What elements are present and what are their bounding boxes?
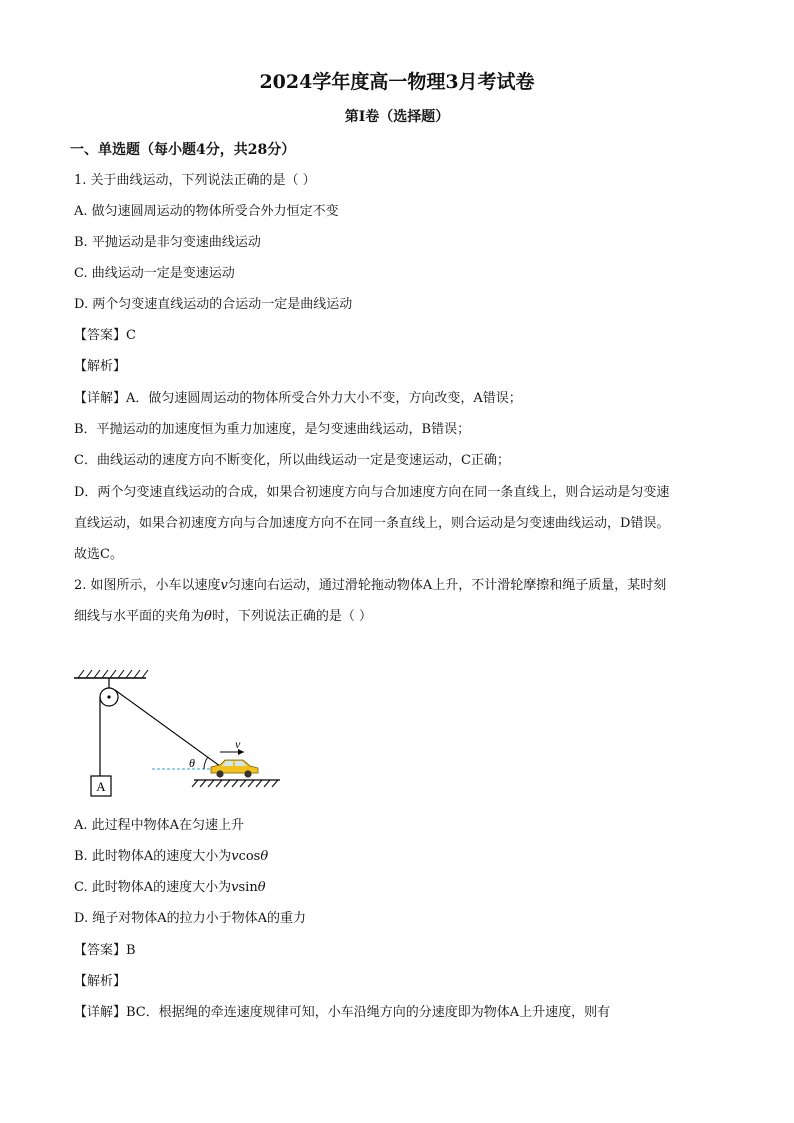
q2-option-d: D. 绳子对物体A的拉力小于物体A的重力	[74, 911, 307, 926]
q2-detail-line: 【详解】BC．根据绳的牵连速度规律可知，小车沿绳方向的分速度即为物体A上升速度，则有	[74, 1005, 611, 1020]
question-2-stem-line1	[74, 578, 666, 594]
angle-symbol: θ	[260, 849, 269, 864]
cos-text: cos	[238, 849, 261, 864]
block-a-label: A	[96, 779, 106, 794]
q1-detail-line: 直线运动，如果合初速度方向与合加速度方向不在同一条直线上，则合运动是匀变速曲线运动，D错误。	[74, 516, 670, 531]
section-heading: 一、单选题（每小题4分，共28分）	[70, 142, 296, 158]
option-text: B. 此时物体A的速度大小为	[74, 849, 232, 864]
car-icon	[211, 760, 258, 778]
option-text: C. 此时物体A的速度大小为	[74, 880, 232, 895]
question-1-stem: 1. 关于曲线运动，下列说法正确的是（ ）	[74, 173, 316, 188]
q2-stem-text: 2. 如图所示，小车以速度	[74, 578, 221, 593]
ceiling-hatching	[78, 670, 148, 678]
pulley-car-diagram	[70, 668, 320, 800]
question-2-stem-line2	[74, 609, 372, 625]
q2-stem-text: 时，下列说法正确的是（ ）	[211, 609, 372, 624]
q1-detail-line: 故选C。	[74, 547, 123, 562]
q2-option-a: A. 此过程中物体A在匀速上升	[74, 818, 245, 833]
q1-option-d: D. 两个匀变速直线运动的合运动一定是曲线运动	[74, 297, 353, 312]
q1-detail-line: C．曲线运动的速度方向不断变化，所以曲线运动一定是变速运动，C正确；	[74, 453, 510, 468]
sin-text: sin	[238, 880, 258, 895]
q1-detail-line: D．两个匀变速直线运动的合成，如果合初速度方向与合加速度方向在同一条直线上，则合运动是匀变速	[74, 485, 670, 500]
q1-option-a: A. 做匀速圆周运动的物体所受合外力恒定不变	[74, 204, 339, 219]
angle-symbol: θ	[204, 609, 212, 624]
q1-option-b: B. 平抛运动是非匀变速曲线运动	[74, 235, 261, 250]
q1-detail-line: B．平抛运动的加速度恒为重力加速度，是匀变速曲线运动，B错误；	[74, 422, 471, 437]
q1-answer: 【答案】C	[74, 328, 136, 343]
theta-label: θ	[189, 756, 195, 770]
q2-option-c	[74, 880, 266, 896]
q2-answer: 【答案】B	[74, 943, 136, 958]
pulley-center	[107, 695, 110, 698]
q2-analysis-label: 【解析】	[74, 974, 127, 989]
velocity-symbol: v	[220, 578, 228, 593]
q2-option-b	[74, 849, 268, 865]
velocity-symbol: v	[231, 849, 239, 864]
volume-subtitle: 第Ⅰ卷（选择题）	[344, 109, 450, 125]
q2-stem-text: 细线与水平面的夹角为	[74, 609, 205, 624]
q1-detail-line: 【详解】A．做匀速圆周运动的物体所受合外力大小不变，方向改变，A错误；	[74, 391, 522, 406]
q1-analysis-label: 【解析】	[74, 359, 127, 374]
v-label: v	[235, 737, 241, 751]
q1-option-c: C. 曲线运动一定是变速运动	[74, 266, 235, 281]
velocity-symbol: v	[231, 880, 239, 895]
angle-symbol: θ	[257, 880, 266, 895]
ground-hatching	[192, 780, 278, 787]
page-title: 2024学年度高一物理3月考试卷	[259, 71, 535, 93]
q2-stem-text: 匀速向右运动，通过滑轮拖动物体A上升，不计滑轮摩擦和绳子质量，某时刻	[227, 578, 667, 593]
angle-arc	[204, 757, 208, 769]
